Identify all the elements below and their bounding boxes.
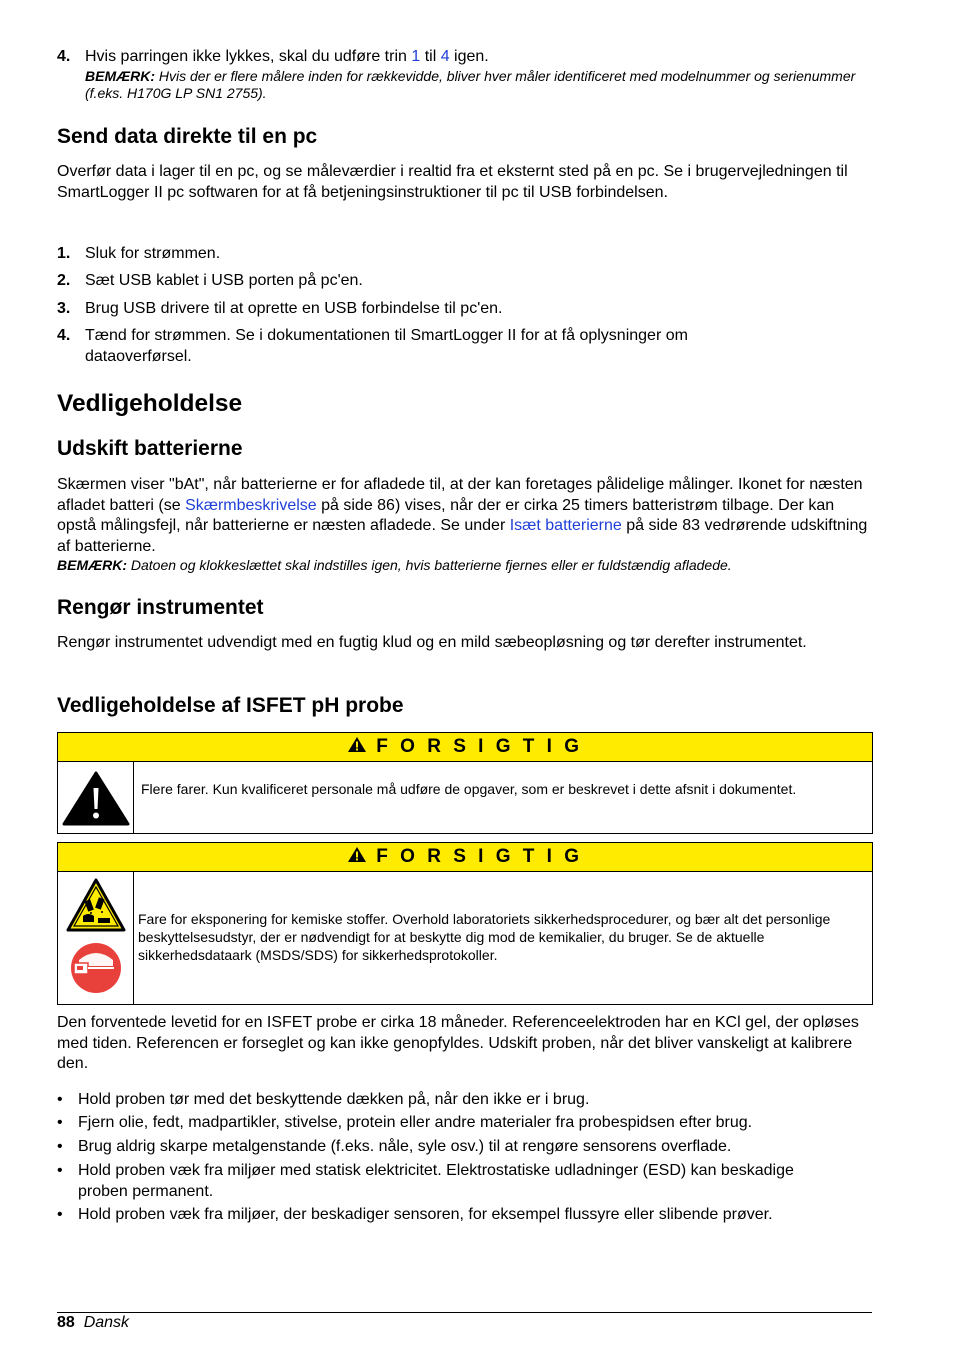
battery-text-c: på side 83 vedrørende udskiftning af batterierne. bbox=[57, 517, 868, 555]
caution-body bbox=[57, 762, 873, 834]
page-footer bbox=[57, 1313, 129, 1334]
footer-divider bbox=[57, 1312, 872, 1313]
battery-text-b: på side 86) vises, når der er cirka 25 timers batteristrøm tilbage. Der kan opstå målingsfejl, når batterierne er næsten afladede. Se under bbox=[57, 496, 835, 534]
list-item: Fjern olie, fedt, madpartikler, stivelse, protein eller andre materialer fra probespidsen efter brug. bbox=[78, 1114, 753, 1131]
list-item: Hold proben væk fra miljøer, der beskadiger sensoren, for eksempel flussyre eller slibende prøver. bbox=[78, 1206, 773, 1223]
bullet-marker: • bbox=[57, 1206, 63, 1223]
section-heading-batteries: Udskift batterierne bbox=[57, 437, 243, 460]
send-intro: Overfør data i lager til en pc, og se måleværdier i realtid fra et eksternt sted på en pc. Se i brugervejledningen til SmartLogger II pc softwaren for at få betjeningsinstruktioner til pc til USB forbindelsen. bbox=[57, 163, 848, 201]
battery-text-a: Skærmen viser "bAt", når batterierne er for afladede til, at der kan foretages pålidelige målinger. Ikonet for næsten afladet batteri (se bbox=[57, 476, 863, 514]
caution-title: F O R S I G T I G bbox=[376, 846, 583, 867]
step-link-1[interactable]: 1 bbox=[411, 48, 421, 65]
bullet-marker: • bbox=[57, 1138, 63, 1155]
bullet-marker: • bbox=[57, 1114, 63, 1131]
battery-paragraph bbox=[57, 475, 872, 557]
step-text: Brug USB drivere til at oprette en USB forbindelse til pc'en. bbox=[85, 300, 503, 317]
note-text: Datoen og klokkeslættet skal indstilles igen, hvis batterierne fjernes eller er fuldstændig afladede. bbox=[127, 557, 732, 573]
caution-icon-cell bbox=[58, 872, 134, 1004]
step-number: 3. bbox=[57, 300, 71, 317]
chemical-hazard-icon bbox=[66, 878, 126, 941]
clean-text: Rengør instrumentet udvendigt med en fugtig klud og en mild sæbeopløsning og tør derefter instrumentet. bbox=[57, 634, 807, 651]
caution-text: Flere farer. Kun kvalificeret personale må udføre de opgaver, som er beskrevet i dette afsnit i dokumentet. bbox=[141, 781, 797, 797]
note-label: BEMÆRK: bbox=[57, 557, 127, 573]
warning-triangle-icon bbox=[347, 736, 376, 757]
caution-header bbox=[57, 842, 873, 872]
note bbox=[85, 68, 885, 102]
caution-text: Fare for eksponering for kemiske stoffer. Overhold laboratoriets sikkerhedsprocedurer, og bær alt det personlige beskyttelsesudstyr, der er nødvendigt for at beskytte dig mod de kemikalier, du bruger. Se de aktuelle sikkerhedsdataark (MSDS/SDS) for sikkerhedsprotokoller. bbox=[138, 911, 831, 963]
section-heading-send-data: Send data direkte til en pc bbox=[57, 125, 318, 148]
caution-body bbox=[57, 872, 873, 1005]
footer-language: Dansk bbox=[83, 1314, 130, 1331]
chapter-heading-maintenance: Vedligeholdelse bbox=[57, 390, 243, 417]
step-number: 1. bbox=[57, 245, 71, 262]
bullet-marker: • bbox=[57, 1091, 63, 1108]
isfet-intro: Den forventede levetid for en ISFET probe er cirka 18 måneder. Referenceelektroden har en KCl gel, der opløses med tiden. Referencen er forseglet og kan ikke genopfyldes. Udskift proben, når det bliver vanskeligt at kalibrere den. bbox=[57, 1014, 859, 1072]
caution-header bbox=[57, 732, 873, 762]
ppe-face-shield-icon bbox=[70, 940, 122, 1003]
step-link-4[interactable]: 4 bbox=[440, 48, 450, 65]
list-item: Hold proben væk fra miljøer med statisk elektricitet. Elektrostatiske udladninger (ESD) kan beskadige proben permanent. bbox=[78, 1162, 794, 1200]
note-text: Hvis der er flere målere inden for rækkevidde, bliver hver måler identificeret med modelnummer og serienummer (f.eks. H170G LP SN1 2755). bbox=[85, 68, 856, 101]
step-text-b: til bbox=[420, 48, 441, 65]
step-text: Sluk for strømmen. bbox=[85, 245, 221, 262]
caution-icon-cell bbox=[58, 762, 134, 833]
note-label: BEMÆRK: bbox=[85, 68, 155, 84]
link-screen-description[interactable]: Skærmbeskrivelse bbox=[185, 496, 317, 514]
section-heading-clean: Rengør instrumentet bbox=[57, 596, 264, 619]
step-text-a: Hvis parringen ikke lykkes, skal du udføre trin bbox=[85, 48, 412, 65]
link-insert-batteries[interactable]: Isæt batterierne bbox=[509, 517, 622, 534]
step-number: 2. bbox=[57, 272, 71, 289]
step-text-c: igen. bbox=[449, 48, 489, 65]
step-number: 4. bbox=[57, 48, 71, 65]
bullet-marker: • bbox=[57, 1162, 63, 1179]
list-item: Brug aldrig skarpe metalgenstande (f.eks. nåle, syle osv.) til at rengøre sensorens overflade. bbox=[78, 1138, 732, 1155]
warning-triangle-icon bbox=[347, 846, 376, 867]
step-text: Sæt USB kablet i USB porten på pc'en. bbox=[85, 272, 363, 289]
list-item: Hold proben tør med det beskyttende dækken på, når den ikke er i brug. bbox=[78, 1091, 590, 1108]
page-number: 88 bbox=[57, 1314, 75, 1331]
step-text bbox=[85, 47, 875, 68]
step-text: Tænd for strømmen. Se i dokumentationen til SmartLogger II for at få oplysninger om dataoverførsel. bbox=[85, 327, 688, 365]
step-number: 4. bbox=[57, 327, 71, 344]
caution-title: F O R S I G T I G bbox=[376, 736, 583, 757]
section-heading-isfet: Vedligeholdelse af ISFET pH probe bbox=[57, 694, 404, 717]
note bbox=[57, 557, 857, 574]
general-hazard-icon bbox=[58, 820, 133, 837]
